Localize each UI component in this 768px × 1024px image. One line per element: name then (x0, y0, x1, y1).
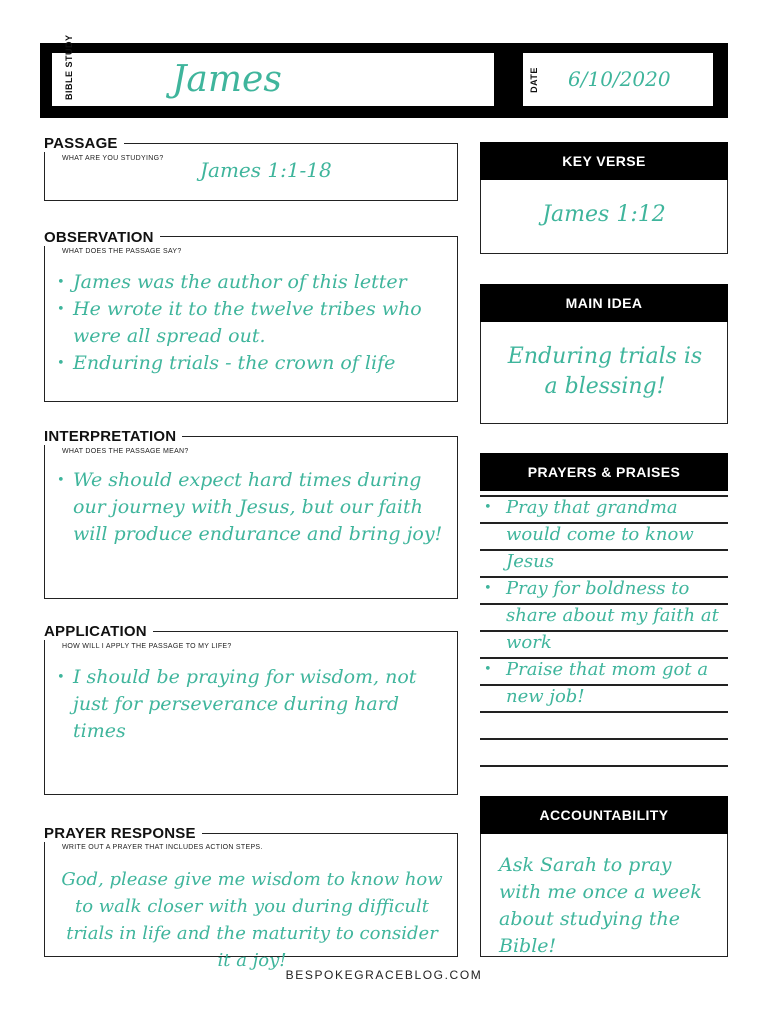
list-item: • Pray that grandma would come to know Jesus (480, 494, 728, 575)
ruled-line (480, 711, 728, 713)
passage-prompt: WHAT ARE YOU STUDYING? (62, 155, 164, 162)
header-bar (40, 33, 728, 118)
observation-box[interactable] (44, 236, 458, 402)
passage-value: James 1:1-18 (200, 158, 332, 182)
list-item: • We should expect hard times during our journey with Jesus, but our faith will produce endurance and bring joy! (51, 467, 451, 548)
ruled-line (480, 765, 728, 767)
prayer-response-prompt: WRITE OUT A PRAYER THAT INCLUDES ACTION STEPS. (62, 844, 263, 851)
date-value: 6/10/2020 (568, 67, 671, 91)
prayers-praises-heading: PRAYERS & PRAISES (480, 453, 728, 491)
list-item: • Praise that mom got a new job! (480, 656, 728, 710)
prayers-praises-list[interactable] (480, 494, 728, 710)
application-prompt: HOW WILL I APPLY THE PASSAGE TO MY LIFE? (62, 643, 232, 650)
accountability-heading: ACCOUNTABILITY (480, 796, 728, 834)
main-idea-value: Enduring trials is a blessing! (507, 344, 703, 399)
interpretation-prompt: WHAT DOES THE PASSAGE MEAN? (62, 448, 189, 455)
footer-site[interactable]: BESPOKEGRACEBLOG.COM (285, 968, 483, 982)
accountability-box[interactable] (480, 834, 728, 957)
key-verse-heading: KEY VERSE (480, 142, 728, 180)
application-box[interactable] (44, 631, 458, 795)
bible-study-label: BIBLE STUDY (64, 33, 74, 100)
date-label: DATE (529, 66, 539, 93)
application-list (51, 664, 451, 745)
observation-heading: OBSERVATION (44, 229, 160, 246)
list-item: • Enduring trials - the crown of life (51, 350, 451, 377)
date-field[interactable] (523, 53, 713, 106)
accountability-value: Ask Sarah to pray with me once a week about studying the Bible! (499, 854, 702, 957)
main-idea-heading: MAIN IDEA (480, 284, 728, 322)
prayer-response-value: God, please give me wisdom to know how to walk closer with you during difficult trials in life and the maturity to consider it a joy! (61, 869, 443, 971)
observation-list (51, 269, 451, 377)
study-title: James (172, 59, 282, 100)
key-verse-box[interactable] (480, 180, 728, 254)
interpretation-heading: INTERPRETATION (44, 428, 182, 445)
prayer-response-heading: PRAYER RESPONSE (44, 825, 202, 842)
application-heading: APPLICATION (44, 623, 153, 640)
interpretation-list (51, 467, 451, 548)
list-item: • Pray for boldness to share about my faith at work (480, 575, 728, 656)
prayer-response-box[interactable] (44, 833, 458, 971)
ruled-line (480, 738, 728, 740)
observation-prompt: WHAT DOES THE PASSAGE SAY? (62, 248, 182, 255)
main-idea-box[interactable] (480, 322, 728, 424)
list-item: • He wrote it to the twelve tribes who were all spread out. (51, 296, 451, 350)
title-field[interactable] (52, 33, 494, 106)
passage-heading: PASSAGE (44, 135, 124, 152)
interpretation-box[interactable] (44, 436, 458, 599)
list-item: • James was the author of this letter (51, 269, 451, 296)
list-item: • I should be praying for wisdom, not just for perseverance during hard times (51, 664, 451, 745)
key-verse-value: James 1:12 (542, 202, 666, 227)
